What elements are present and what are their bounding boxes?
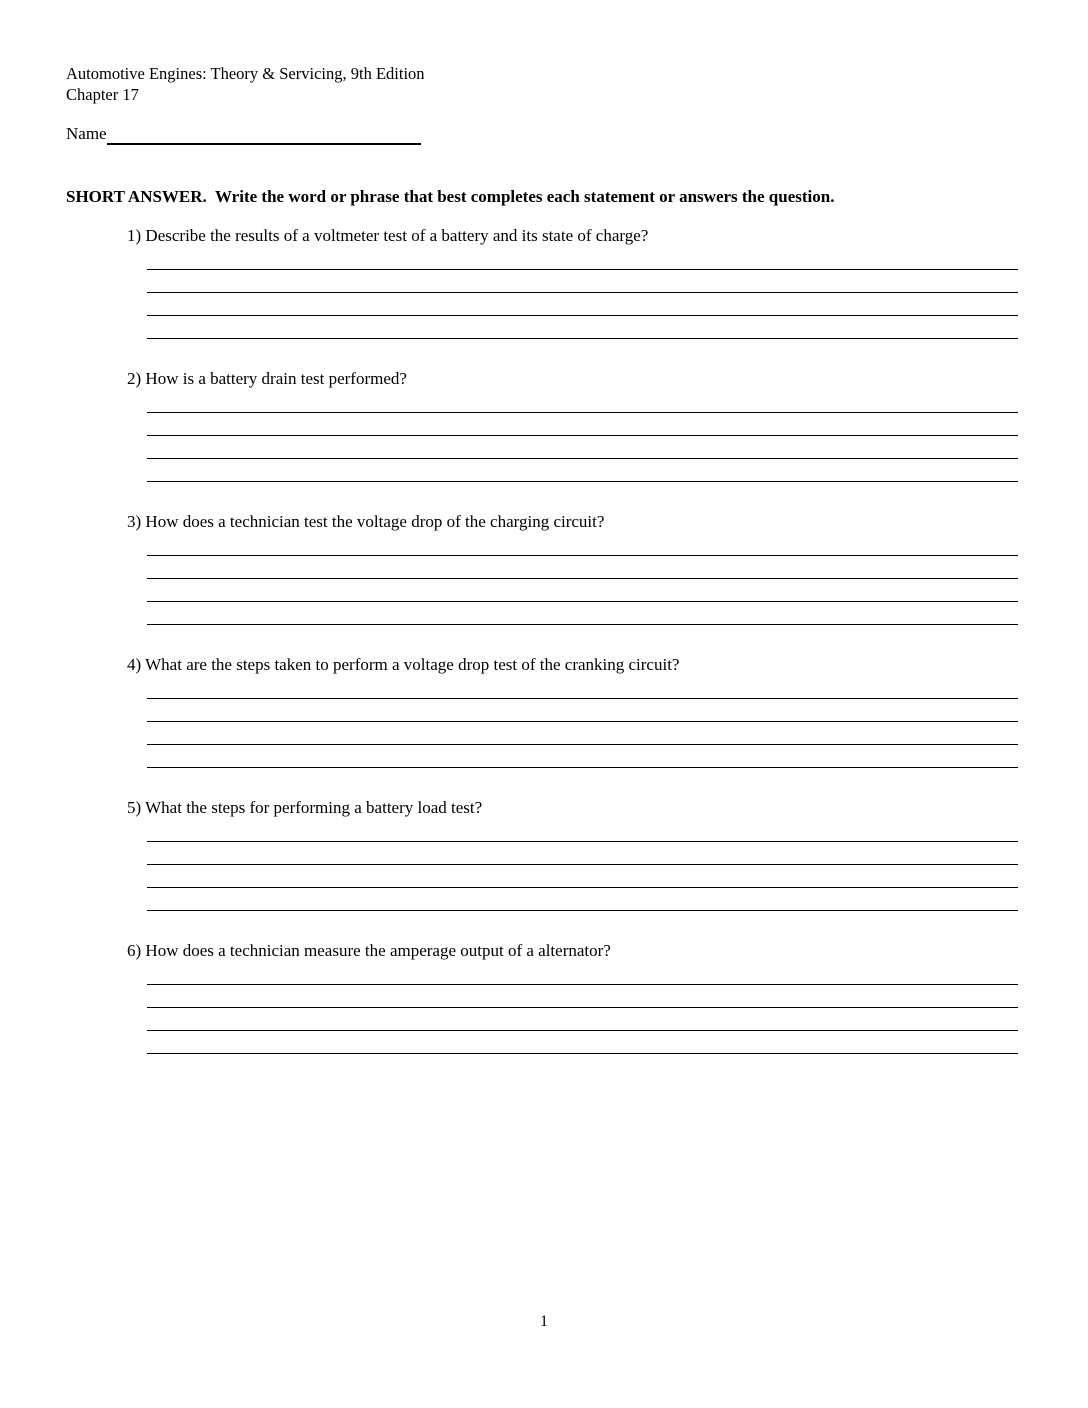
answer-line [147, 865, 1018, 888]
document-header [66, 63, 425, 105]
question-text [127, 654, 1018, 676]
answer-line [147, 556, 1018, 579]
answer-line [147, 247, 1018, 270]
answer-line [147, 699, 1018, 722]
question-body: How does a technician measure the amperage output of a alternator? [145, 941, 611, 960]
answer-lines [147, 676, 1018, 768]
question-number: 3) [127, 512, 142, 531]
answer-line [147, 888, 1018, 911]
answer-line [147, 962, 1018, 985]
question-number: 6) [127, 941, 142, 960]
answer-lines [147, 247, 1018, 339]
answer-lines [147, 962, 1018, 1054]
answer-line [147, 413, 1018, 436]
answer-lines [147, 390, 1018, 482]
answer-line [147, 316, 1018, 339]
question-2 [127, 368, 1018, 482]
answer-line [147, 1008, 1018, 1031]
question-number: 2) [127, 369, 142, 388]
question-number: 4) [127, 655, 142, 674]
answer-line [147, 436, 1018, 459]
question-text [127, 368, 1018, 390]
book-title: Automotive Engines: Theory & Servicing, 9th Edition [66, 64, 425, 83]
question-text [127, 797, 1018, 819]
question-body: How is a battery drain test performed? [145, 369, 407, 388]
question-6 [127, 940, 1018, 1054]
answer-line [147, 745, 1018, 768]
answer-line [147, 676, 1018, 699]
question-5 [127, 797, 1018, 911]
question-number: 1) [127, 226, 142, 245]
answer-line [147, 1031, 1018, 1054]
section-heading: SHORT ANSWER. Write the word or phrase that best completes each statement or answers the question. [66, 187, 835, 206]
question-number: 5) [127, 798, 142, 817]
question-1 [127, 225, 1018, 339]
answer-lines [147, 819, 1018, 911]
answer-line [147, 390, 1018, 413]
question-text [127, 940, 1018, 962]
answer-line [147, 819, 1018, 842]
question-text [127, 511, 1018, 533]
answer-line [147, 985, 1018, 1008]
question-text [127, 225, 1018, 247]
chapter-label: Chapter 17 [66, 85, 139, 104]
answer-line [147, 579, 1018, 602]
question-3 [127, 511, 1018, 625]
name-blank-line [107, 123, 421, 145]
answer-line [147, 602, 1018, 625]
answer-line [147, 842, 1018, 865]
answer-line [147, 459, 1018, 482]
name-label: Name [66, 124, 107, 143]
answer-lines [147, 533, 1018, 625]
question-body: How does a technician test the voltage drop of the charging circuit? [145, 512, 605, 531]
answer-line [147, 293, 1018, 316]
answer-line [147, 270, 1018, 293]
page-number: 1 [540, 1313, 548, 1330]
name-row [66, 121, 421, 145]
question-body: Describe the results of a voltmeter test of a battery and its state of charge? [145, 226, 649, 245]
question-body: What the steps for performing a battery load test? [145, 798, 483, 817]
answer-line [147, 722, 1018, 745]
question-4 [127, 654, 1018, 768]
question-body: What are the steps taken to perform a voltage drop test of the cranking circuit? [145, 655, 680, 674]
answer-line [147, 533, 1018, 556]
